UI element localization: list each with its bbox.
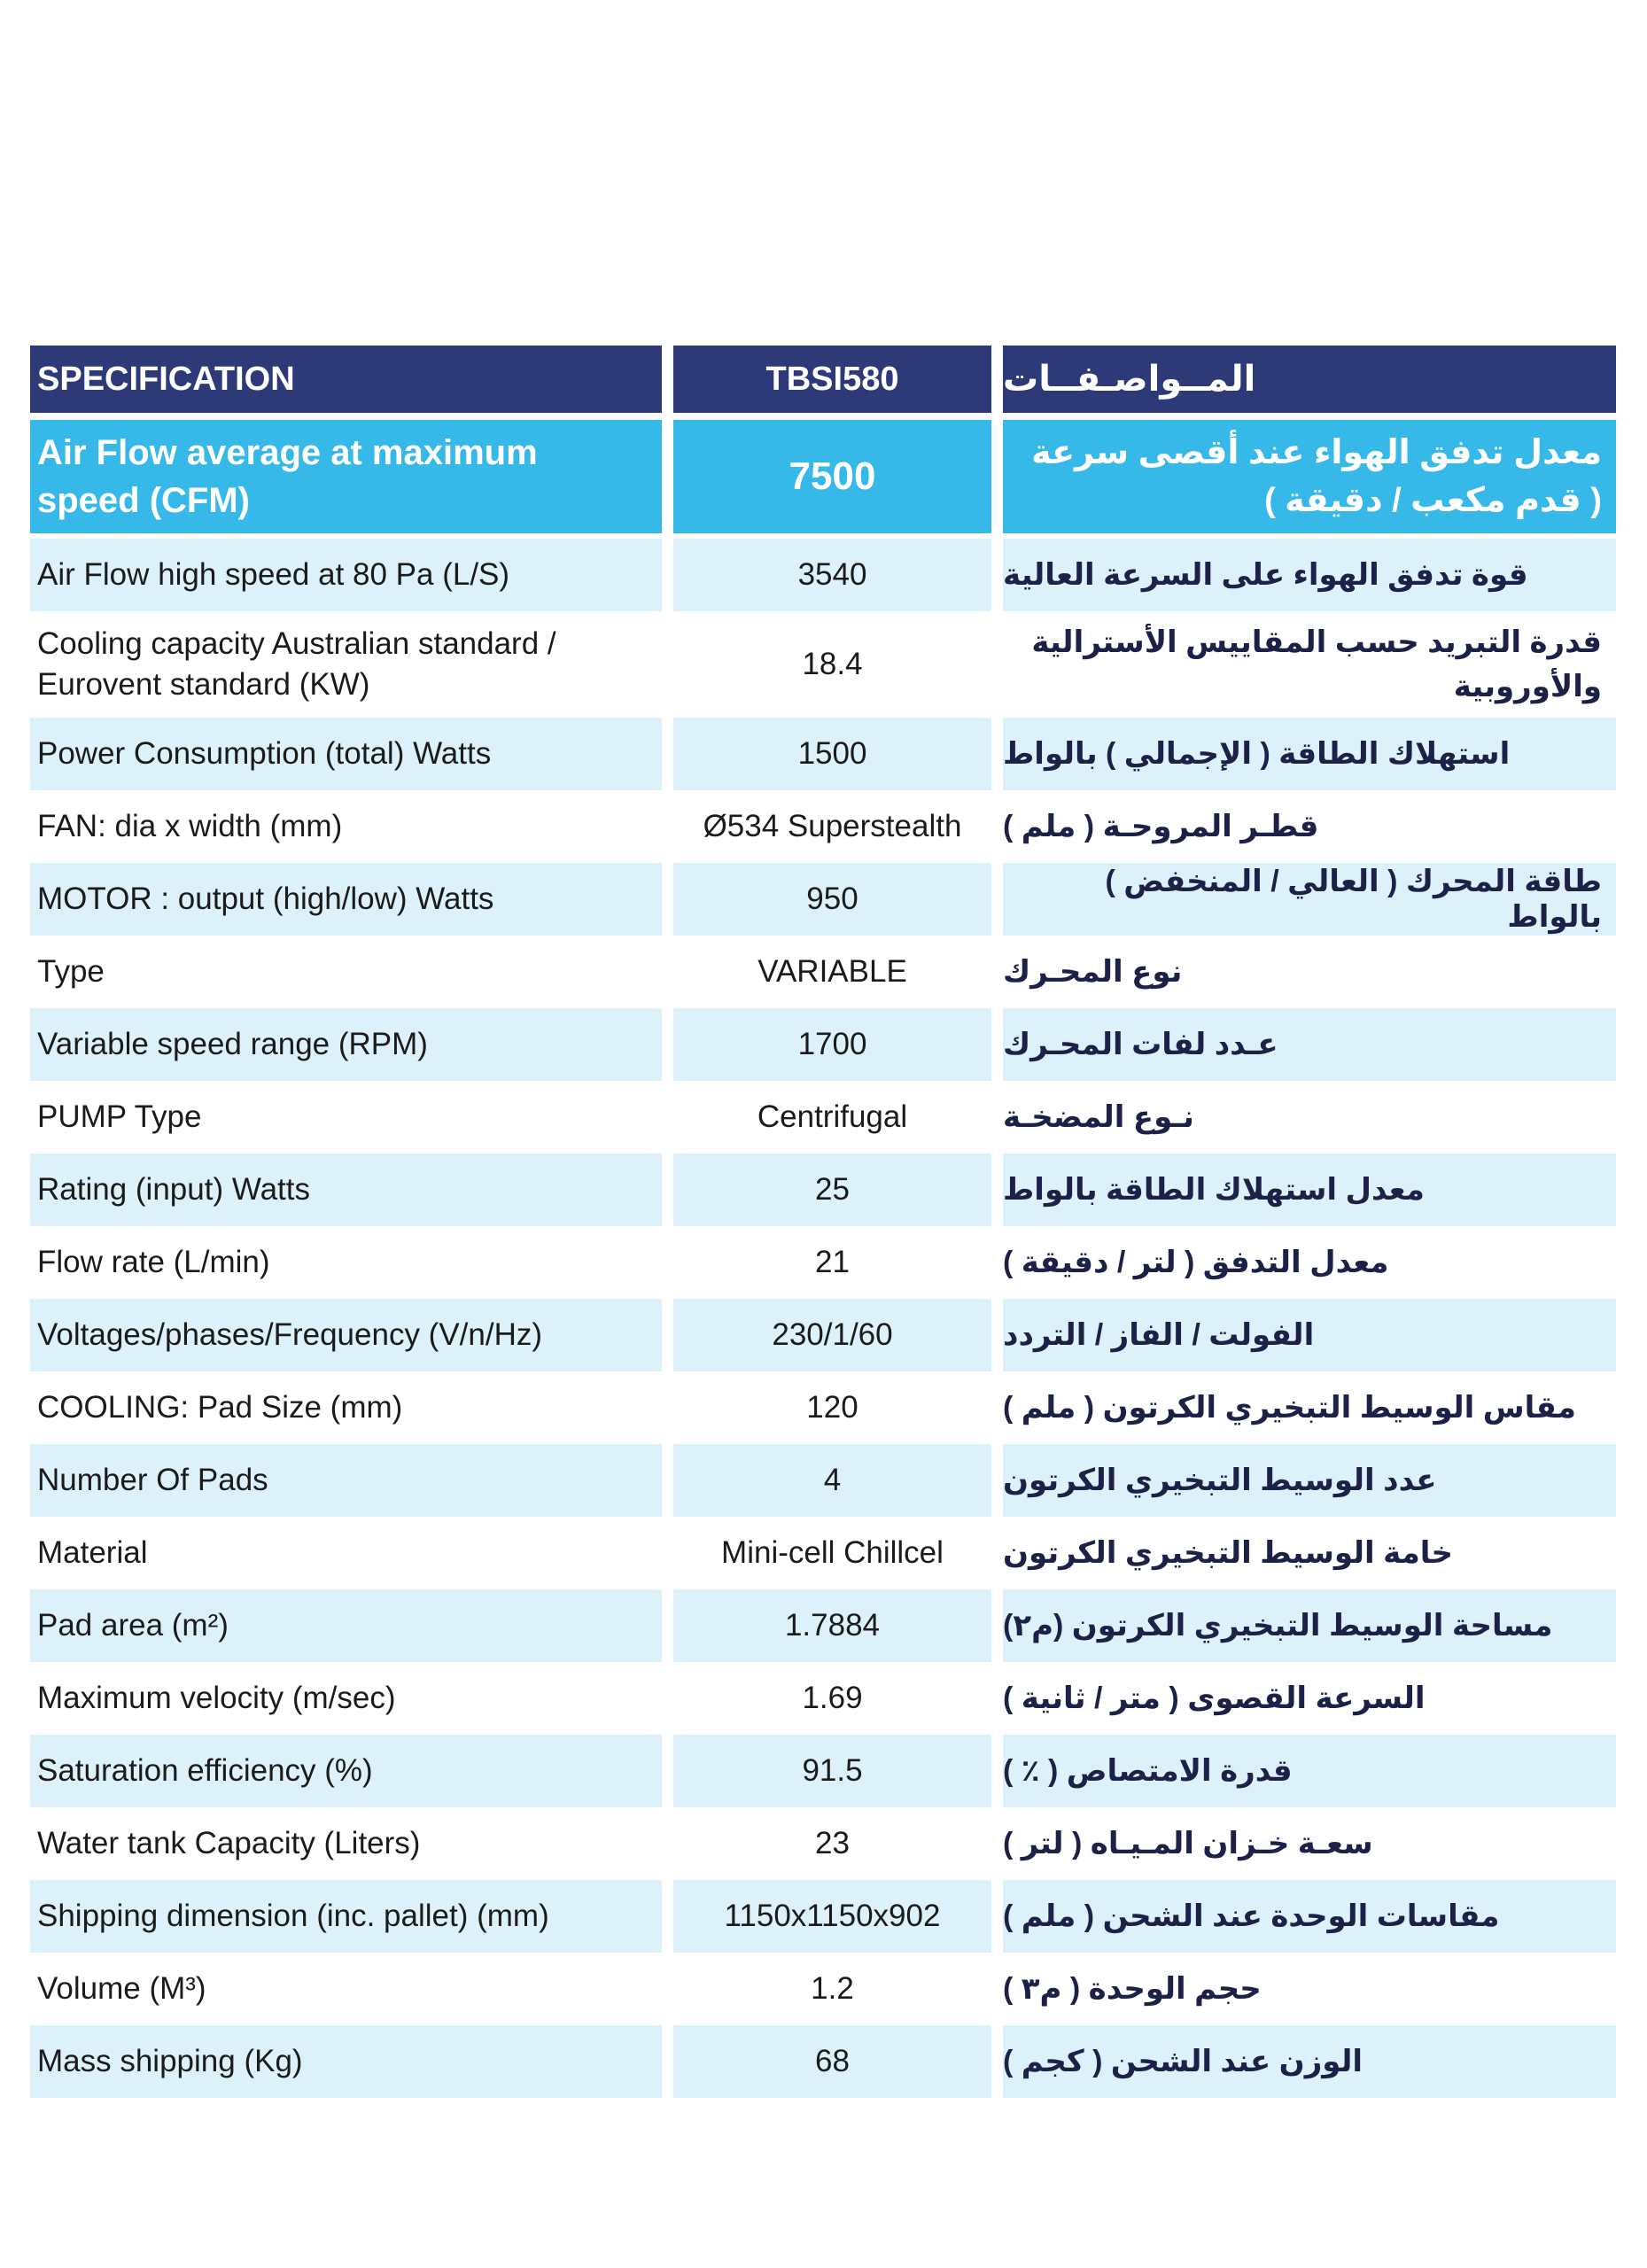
table-header <box>30 346 1616 413</box>
row-label: Material <box>37 1535 148 1570</box>
row-value: 1.7884 <box>673 1589 991 1662</box>
row-label: Water tank Capacity (Liters) <box>37 1826 421 1860</box>
row-label-arabic: قدرة التبريد حسب المقاييس الأسترالية والأوروبية <box>1031 625 1602 703</box>
row-label: Number Of Pads <box>30 1444 662 1517</box>
row-value: Mini-cell Chillcel <box>721 1535 944 1570</box>
row-label-arabic: استهلاك الطاقة ( الإجمالي ) بالواط <box>1003 718 1616 790</box>
row-value: 4 <box>673 1444 991 1517</box>
row-label: Power Consumption (total) Watts <box>30 718 662 790</box>
highlight-row <box>30 420 1616 533</box>
row-label-arabic: معدل التدفق ( لتر / دقيقة ) <box>1003 1246 1389 1279</box>
row-label: PUMP Type <box>37 1099 202 1134</box>
table-row <box>30 718 1616 790</box>
specification-table <box>30 346 1616 2098</box>
row-label-arabic: قوة تدفق الهواء على السرعة العالية <box>1003 539 1616 611</box>
row-label: Pad area (m²) <box>30 1589 662 1662</box>
table-row <box>30 1880 1616 1953</box>
table-row <box>30 2025 1616 2098</box>
row-value: 3540 <box>673 539 991 611</box>
row-label-arabic: خامة الوسيط التبخيري الكرتون <box>1003 1536 1454 1570</box>
row-label-arabic: طاقة المحرك ( العالي / المنخفض ) بالواط <box>1003 863 1616 936</box>
header-specification: SPECIFICATION <box>30 346 662 413</box>
table-row <box>30 1662 1616 1735</box>
row-label: Voltages/phases/Frequency (V/n/Hz) <box>30 1299 662 1371</box>
row-label: Flow rate (L/min) <box>37 1245 270 1279</box>
header-model: TBSI580 <box>673 346 991 413</box>
table-row <box>30 539 1616 611</box>
table-row <box>30 1953 1616 2025</box>
row-value: 950 <box>673 863 991 936</box>
table-row <box>30 1153 1616 1226</box>
table-row <box>30 611 1616 718</box>
row-label: Rating (input) Watts <box>30 1153 662 1226</box>
table-row <box>30 1226 1616 1299</box>
row-label-arabic: قدرة الامتصاص ( ٪ ) <box>1003 1735 1616 1807</box>
row-label: FAN: dia x width (mm) <box>37 809 343 843</box>
table-row <box>30 936 1616 1008</box>
row-label-arabic: نوع المحـرك <box>1003 955 1183 989</box>
row-value: 25 <box>673 1153 991 1226</box>
table-row <box>30 1589 1616 1662</box>
row-value: 230/1/60 <box>673 1299 991 1371</box>
row-value: 23 <box>815 1826 850 1860</box>
row-label-arabic: مقاس الوسيط التبخيري الكرتون ( ملم ) <box>1003 1391 1576 1425</box>
row-label-arabic: نـوع المضخـة <box>1003 1100 1194 1134</box>
row-label: COOLING: Pad Size (mm) <box>37 1390 403 1425</box>
row-label-arabic: سعـة خـزان المـيـاه ( لتر ) <box>1003 1827 1373 1860</box>
row-label: Shipping dimension (inc. pallet) (mm) <box>30 1880 662 1953</box>
row-label: Mass shipping (Kg) <box>30 2025 662 2098</box>
table-row <box>30 1444 1616 1517</box>
row-label: Saturation efficiency (%) <box>30 1735 662 1807</box>
row-label: Air Flow high speed at 80 Pa (L/S) <box>30 539 662 611</box>
row-value: 120 <box>806 1390 858 1425</box>
row-value: 91.5 <box>673 1735 991 1807</box>
row-label: MOTOR : output (high/low) Watts <box>30 863 662 936</box>
row-value: 1150x1150x902 <box>673 1880 991 1953</box>
row-label-arabic: السرعة القصوى ( متر / ثانية ) <box>1003 1682 1426 1715</box>
row-label: Type <box>37 954 105 989</box>
row-label: Variable speed range (RPM) <box>30 1008 662 1081</box>
highlight-value: 7500 <box>673 420 991 533</box>
row-label-arabic: الوزن عند الشحن ( كجم ) <box>1003 2025 1616 2098</box>
row-value: Centrifugal <box>757 1099 908 1134</box>
row-value: Ø534 Superstealth <box>703 809 962 843</box>
row-label-arabic: عدد الوسيط التبخيري الكرتون <box>1003 1444 1616 1517</box>
table-row <box>30 1008 1616 1081</box>
row-value: 68 <box>673 2025 991 2098</box>
row-value: 1700 <box>673 1008 991 1081</box>
row-value: 1500 <box>673 718 991 790</box>
row-label: Cooling capacity Australian standard / Eurovent standard (KW) <box>37 626 556 702</box>
highlight-label: Air Flow average at maximum speed (CFM) <box>30 420 662 533</box>
table-row <box>30 1299 1616 1371</box>
header-specification-arabic: المــواصـفــات <box>1003 346 1616 413</box>
row-value: 21 <box>815 1245 850 1279</box>
row-value: VARIABLE <box>757 954 907 989</box>
row-value: 1.69 <box>802 1681 863 1715</box>
table-row <box>30 1807 1616 1880</box>
row-value: 18.4 <box>802 647 863 681</box>
table-row <box>30 1735 1616 1807</box>
highlight-label-arabic: معدل تدفق الهواء عند أقصى سرعة ( قدم مكعب / دقيقة ) <box>1003 420 1616 533</box>
table-row <box>30 790 1616 863</box>
row-label: Volume (M³) <box>37 1971 206 2006</box>
row-label-arabic: الفولت / الفاز / التردد <box>1003 1299 1616 1371</box>
row-label-arabic: معدل استهلاك الطاقة بالواط <box>1003 1153 1616 1226</box>
row-label-arabic: مقاسات الوحدة عند الشحن ( ملم ) <box>1003 1880 1616 1953</box>
row-label-arabic: حجم الوحدة ( م٣ ) <box>1003 1972 1262 2006</box>
row-label: Maximum velocity (m/sec) <box>37 1681 396 1715</box>
row-label-arabic: مساحة الوسيط التبخيري الكرتون (م٢) <box>1003 1589 1616 1662</box>
table-row <box>30 863 1616 936</box>
row-label-arabic: قطـر المروحـة ( ملم ) <box>1003 810 1319 843</box>
table-row <box>30 1517 1616 1589</box>
table-row <box>30 1081 1616 1153</box>
row-value: 1.2 <box>811 1971 854 2006</box>
row-label-arabic: عـدد لفات المحـرك <box>1003 1008 1616 1081</box>
table-row <box>30 1371 1616 1444</box>
